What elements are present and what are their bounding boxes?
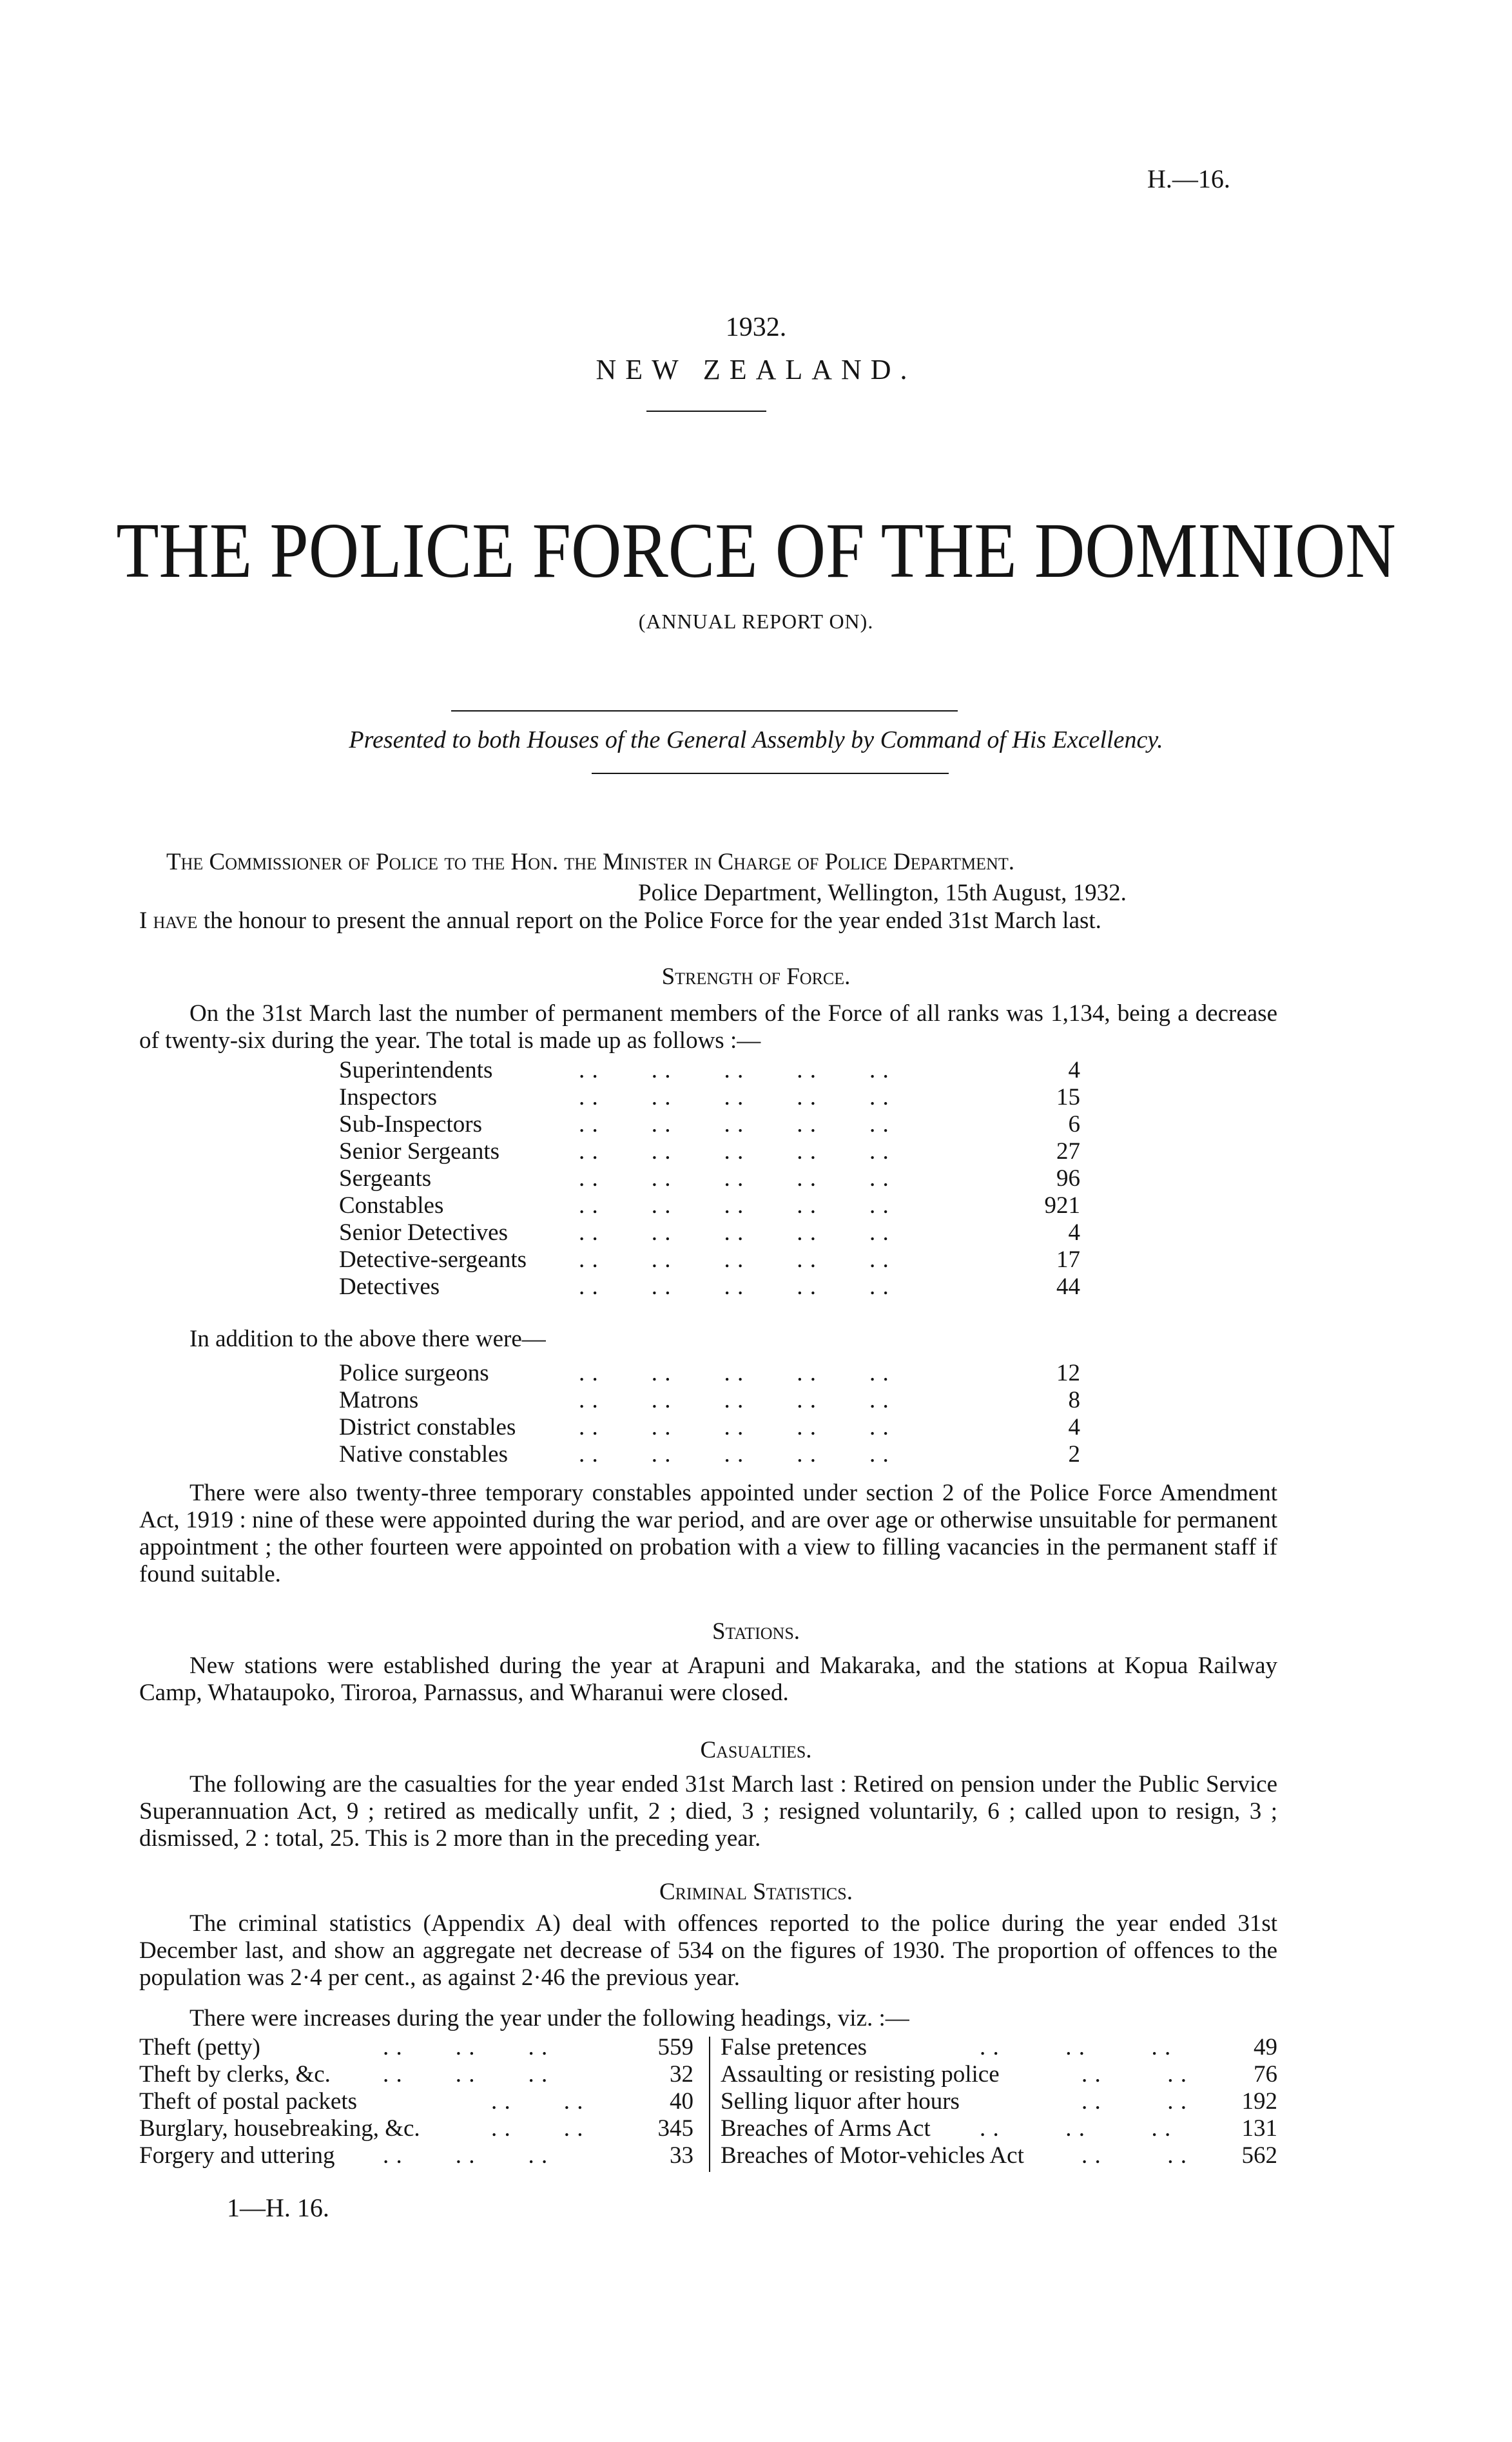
strength-intro: On the 31st March last the number of permanent members of the Force of all ranks was 1,134, being a decrease of twenty-six during the year. The total is made up as follows :— xyxy=(139,1000,1277,1054)
offence-value: 76 xyxy=(1254,2061,1277,2088)
table-row xyxy=(139,2142,695,2169)
staff-label: Matrons xyxy=(339,1387,419,1413)
addition-intro: In addition to the above there were— xyxy=(189,1326,546,1352)
table-row xyxy=(721,2142,1277,2169)
rank-label: Senior Sergeants xyxy=(339,1138,500,1165)
document-subtitle: (ANNUAL REPORT ON). xyxy=(638,610,874,633)
leader-dots: . . . . . . . . . . xyxy=(579,1246,889,1273)
leader-dots: . . . . . . . . . . xyxy=(579,1387,889,1413)
offence-label: Theft (petty) xyxy=(139,2034,260,2060)
table-row xyxy=(339,1246,1080,1274)
table-row xyxy=(339,1111,1080,1138)
offence-value: 32 xyxy=(670,2061,693,2088)
leader-dots: . . . . . . . . . . xyxy=(579,1111,889,1138)
offence-label: Theft by clerks, &c. xyxy=(139,2061,331,2088)
leader-dots: . . . . . . xyxy=(383,2034,548,2060)
rank-value: 4 xyxy=(1068,1219,1080,1246)
opening-paragraph xyxy=(139,907,1277,935)
criminal-statistics-paragraph: The criminal statistics (Appendix A) deal with offences reported to the police during the year ended 31st December last, and show an aggregate net decrease of 534 on the figures of 1930. The proportion of offences to the population was 2·4 per cent., as against 2·46 the previous year. xyxy=(139,1910,1277,1991)
staff-value: 2 xyxy=(1068,1441,1080,1468)
offence-label: Theft of postal packets xyxy=(139,2088,358,2115)
table-row xyxy=(139,2115,695,2142)
report-year: 1932. xyxy=(725,313,787,342)
table-row xyxy=(721,2061,1277,2088)
offence-value: 562 xyxy=(1241,2142,1277,2169)
offence-value: 49 xyxy=(1254,2034,1277,2060)
printer-signature: 1—H. 16. xyxy=(227,2193,329,2222)
leader-dots: . . . . xyxy=(491,2115,584,2142)
leader-dots: . . . . . . xyxy=(383,2142,548,2169)
leader-dots: . . . . xyxy=(491,2088,584,2115)
table-row xyxy=(339,1192,1080,1219)
table-row xyxy=(339,1360,1080,1387)
table-row xyxy=(339,1387,1080,1414)
additional-staff-table xyxy=(339,1360,1080,1468)
staff-label: District constables xyxy=(339,1414,516,1440)
offence-label: Assaulting or resisting police xyxy=(721,2061,1000,2088)
leader-dots: . . . . . . . . . . xyxy=(579,1274,889,1300)
table-row xyxy=(139,2034,695,2061)
rank-value: 96 xyxy=(1056,1165,1080,1192)
table-row xyxy=(339,1138,1080,1165)
rank-value: 6 xyxy=(1068,1111,1080,1138)
offence-value: 131 xyxy=(1241,2115,1277,2142)
offence-value: 40 xyxy=(670,2088,693,2115)
increases-table-right xyxy=(721,2034,1277,2169)
stations-paragraph: New stations were established during the year at Arapuni and Makaraka, and the stations at Kopua Railway Camp, Whataupoko, Tiroroa, Parnassus, and Wharanui were closed. xyxy=(139,1652,1277,1706)
offence-value: 559 xyxy=(657,2034,693,2060)
presented-line: Presented to both Houses of the General Assembly by Command of His Excellency. xyxy=(349,726,1163,753)
section-heading-casualties: Casualties. xyxy=(700,1737,812,1763)
leader-dots: . . . . . . xyxy=(980,2034,1172,2060)
leader-dots: . . . . . . . . . . xyxy=(579,1192,889,1219)
table-row xyxy=(339,1274,1080,1301)
leader-dots: . . . . xyxy=(1081,2088,1187,2115)
leader-dots: . . . . . . . . . . xyxy=(579,1414,889,1440)
divider-rule xyxy=(646,411,766,412)
table-row xyxy=(339,1219,1080,1246)
staff-value: 8 xyxy=(1068,1387,1080,1413)
rank-value: 4 xyxy=(1068,1057,1080,1083)
table-row xyxy=(139,2088,695,2115)
leader-dots: . . . . . . . . . . xyxy=(579,1360,889,1386)
rank-label: Constables xyxy=(339,1192,444,1219)
rank-value: 17 xyxy=(1056,1246,1080,1273)
rank-value: 27 xyxy=(1056,1138,1080,1165)
table-row xyxy=(339,1414,1080,1441)
increases-intro: There were increases during the year under the following headings, viz. :— xyxy=(189,2005,909,2031)
opening-rest: the honour to present the annual report on the Police Force for the year ended 31st March last. xyxy=(197,907,1101,934)
offence-label: Forgery and uttering xyxy=(139,2142,335,2169)
leader-dots: . . . . . . . . . . xyxy=(579,1057,889,1083)
document-title: THE POLICE FORCE OF THE DOMINION xyxy=(116,507,1396,594)
rank-value: 44 xyxy=(1056,1274,1080,1300)
table-row xyxy=(721,2115,1277,2142)
table-row xyxy=(139,2061,695,2088)
section-heading-criminal-statistics: Criminal Statistics. xyxy=(659,1879,853,1905)
leader-dots: . . . . xyxy=(1081,2142,1187,2169)
leader-dots: . . . . . . xyxy=(980,2115,1172,2142)
increases-table-left xyxy=(139,2034,695,2169)
offence-label: Burglary, housebreaking, &c. xyxy=(139,2115,420,2142)
document-reference: H.—16. xyxy=(1147,164,1230,193)
letter-dateline: Police Department, Wellington, 15th August, 1932. xyxy=(638,880,1127,906)
column-divider xyxy=(709,2037,710,2172)
opening-lead: I have xyxy=(139,907,198,934)
rank-label: Detective-sergeants xyxy=(339,1246,527,1273)
temporary-constables-paragraph: There were also twenty-three temporary constables appointed under section 2 of the Police Force Amendment Act, 1919 : nine of these were appointed during the war period, and are over age or otherwise unsuitable for permanent appointment ; the other fourteen were appointed on probation with a view to filling vacancies in the permanent staff if found suitable. xyxy=(139,1480,1277,1587)
staff-label: Native constables xyxy=(339,1441,508,1468)
staff-label: Police surgeons xyxy=(339,1360,489,1386)
table-row xyxy=(339,1441,1080,1468)
rank-label: Superintendents xyxy=(339,1057,493,1083)
leader-dots: . . . . xyxy=(1081,2061,1187,2088)
rank-label: Sergeants xyxy=(339,1165,432,1192)
leader-dots: . . . . . . . . . . xyxy=(579,1138,889,1165)
offence-label: Breaches of Motor-vehicles Act xyxy=(721,2142,1024,2169)
rank-label: Inspectors xyxy=(339,1084,438,1110)
leader-dots: . . . . . . xyxy=(383,2061,548,2088)
table-row xyxy=(339,1057,1080,1084)
casualties-paragraph: The following are the casualties for the year ended 31st March last : Retired on pension under the Public Service Superannuation Act, 9 ; retired as medically unfit, 2 ; died, 3 ; resigned voluntarily, 6 ; called upon to resign, 3 ; dismissed, 2 : total, 25. This is 2 more than in the preceding year. xyxy=(139,1771,1277,1852)
table-row xyxy=(721,2034,1277,2061)
staff-value: 4 xyxy=(1068,1414,1080,1440)
offence-label: False pretences xyxy=(721,2034,867,2060)
offence-value: 33 xyxy=(670,2142,693,2169)
table-row xyxy=(339,1165,1080,1192)
ranks-table xyxy=(339,1057,1080,1301)
divider-rule xyxy=(592,773,949,774)
leader-dots: . . . . . . . . . . xyxy=(579,1219,889,1246)
section-heading-stations: Stations. xyxy=(712,1618,800,1645)
rank-value: 15 xyxy=(1056,1084,1080,1110)
staff-value: 12 xyxy=(1056,1360,1080,1386)
table-row xyxy=(721,2088,1277,2115)
offence-label: Breaches of Arms Act xyxy=(721,2115,931,2142)
table-row xyxy=(339,1084,1080,1111)
leader-dots: . . . . . . . . . . xyxy=(579,1165,889,1192)
offence-value: 192 xyxy=(1241,2088,1277,2115)
leader-dots: . . . . . . . . . . xyxy=(579,1441,889,1468)
divider-rule xyxy=(451,710,958,712)
leader-dots: . . . . . . . . . . xyxy=(579,1084,889,1110)
country-heading: NEW ZEALAND. xyxy=(596,354,916,385)
offence-label: Selling liquor after hours xyxy=(721,2088,960,2115)
letter-address: The Commissioner of Police to the Hon. the Minister in Charge of Police Department. xyxy=(166,849,1014,875)
section-heading-strength: Strength of Force. xyxy=(661,964,851,990)
rank-label: Senior Detectives xyxy=(339,1219,508,1246)
rank-label: Detectives xyxy=(339,1274,440,1300)
rank-value: 921 xyxy=(1044,1192,1080,1219)
rank-label: Sub-Inspectors xyxy=(339,1111,482,1138)
offence-value: 345 xyxy=(657,2115,693,2142)
